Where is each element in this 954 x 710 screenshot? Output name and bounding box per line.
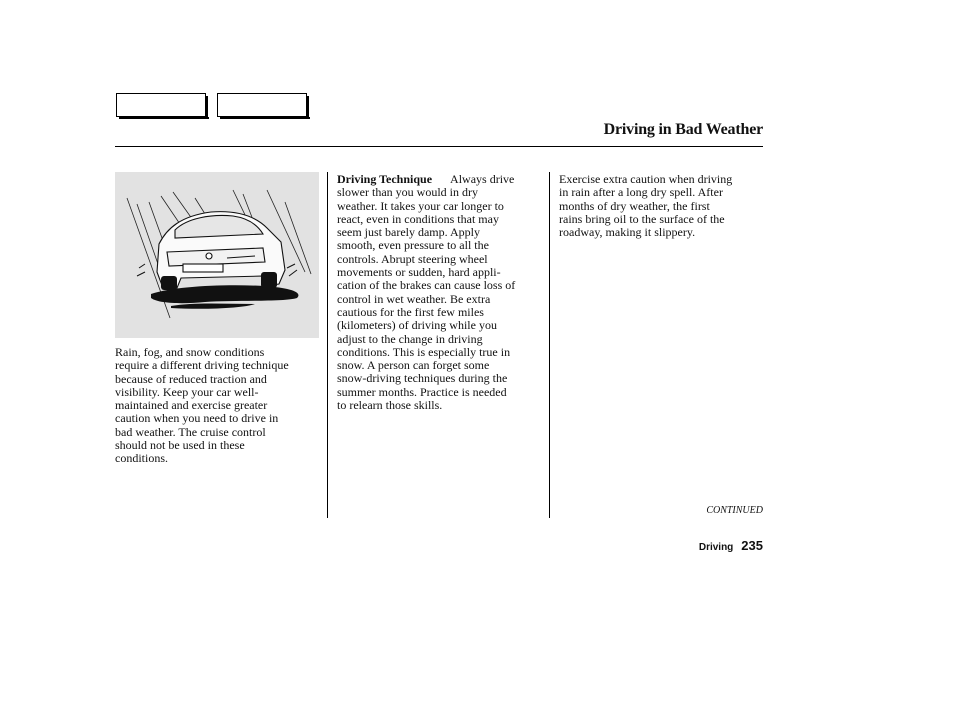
driving-technique-lead: Always drive <box>450 172 515 186</box>
footer-section-label: Driving <box>698 542 734 553</box>
driving-technique-text: slower than you would in dry weather. It takes your car longer to react, even in conditions that may seem just barely damp. Apply smooth, even pressure to all the controls. Abrupt steering wheel movements or sudden, hard appli- cation of the brakes can cause loss of control in wet weather. Be extra cautious for the first few miles (kilometers) of driving while you adjust to the change in driving conditions. This is especially true in snow. A person can forget some snow-driving techniques during the summer months. Practice is needed to relearn those skills. <box>337 185 516 413</box>
bad-weather-intro-text: Rain, fog, and snow conditions require a different driving technique because of reduced traction and visibility. Keep your car well- maintained and exercise greater caution when you need to drive in bad weather. The cruise control should not be used in these conditions. <box>115 345 289 466</box>
driving-technique-heading: Driving Technique <box>337 172 433 186</box>
nav-tab-box-1[interactable] <box>116 93 206 117</box>
column-3 <box>559 173 764 239</box>
dry-spell-caution-text: Exercise extra caution when driving in rain after a long dry spell. After months of dry weather, the first rains bring oil to the surface of the roadway, making it slippery. <box>559 172 733 240</box>
column-divider-1 <box>327 172 328 518</box>
continued-label: CONTINUED <box>706 505 763 516</box>
column-1 <box>115 346 320 466</box>
nav-tab-box-2[interactable] <box>217 93 307 117</box>
title-rule <box>115 146 763 147</box>
page-footer <box>699 537 763 555</box>
driving-technique-first-line <box>337 173 544 186</box>
page-title: Driving in Bad Weather <box>603 121 763 138</box>
car-in-rain-illustration <box>115 172 319 338</box>
page-number: 235 <box>741 538 763 553</box>
column-2 <box>337 173 544 412</box>
column-divider-2 <box>549 172 550 518</box>
car-rain-svg <box>115 172 319 338</box>
